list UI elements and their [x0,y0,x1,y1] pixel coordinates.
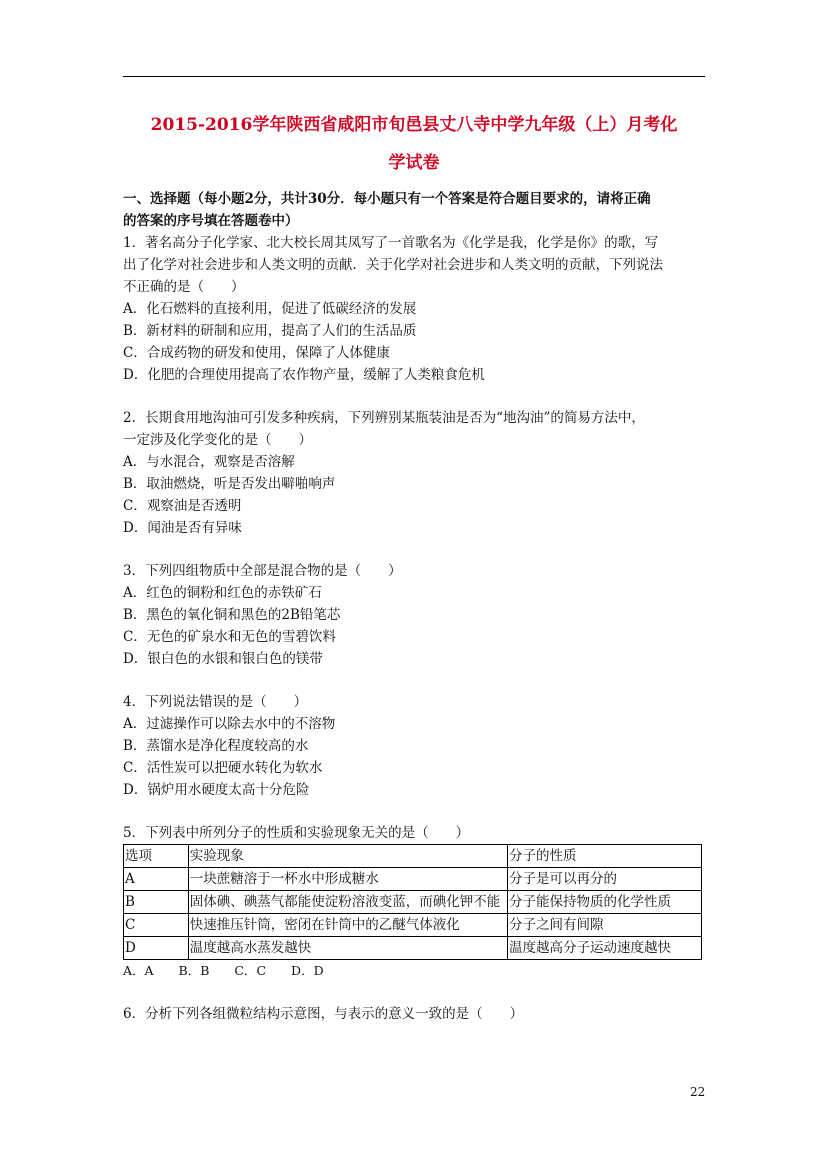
table-cell: 分子是可以再分的 [508,868,702,891]
option-b: B．取油燃烧，听是否发出噼啪响声 [123,476,336,492]
question-2 [123,407,705,539]
table-cell: 分子之间有间隙 [508,914,702,937]
table-cell: 固体碘、碘蒸气都能使淀粉溶液变蓝，而碘化钾不能 [188,891,507,914]
option-c: C．观察油是否透明 [123,498,242,514]
question-stem-line: 6．分析下列各组微粒结构示意图，与表示的意义一致的是（ ） [123,1006,524,1022]
table-header-row [124,845,702,868]
section-heading-line-1: 一、选择题（每小题2分，共计30分．每小题只有一个答案是符合题目要求的，请将正确 [123,191,651,207]
question-3 [123,560,705,670]
option-b: B．蒸馏水是净化程度较高的水 [123,738,309,754]
paper-title-line-1: 2015-2016学年陕西省咸阳市旬邑县丈八寺中学九年级（上）月考化 [150,115,678,135]
question-1 [123,232,705,386]
answer-options: A．A B．B C．C D．D [123,963,324,978]
option-c: C．活性炭可以把硬水转化为软水 [123,760,323,776]
section-heading [123,188,705,232]
table-header-cell: 选项 [124,845,189,868]
paper-title-line-2: 学试卷 [388,153,440,173]
header-rule [123,76,705,77]
question-list [123,232,705,1025]
option-a: A．化石燃料的直接利用，促进了低碳经济的发展 [123,301,417,317]
question-stem-line: 2．长期食用地沟油可引发多种疾病，下列辨别某瓶装油是否为“地沟油”的简易方法中， [123,410,645,426]
option-d: D．闻油是否有异味 [123,520,242,536]
option-d: D．锅炉用水硬度太高十分危险 [123,782,310,798]
option-a: A．红色的铜粉和红色的赤铁矿石 [123,585,322,601]
question-4 [123,691,705,801]
page-number: 22 [690,1085,706,1099]
option-d: D．银白色的水银和银白色的镁带 [123,651,323,667]
table-cell: D [124,937,189,960]
table-header-cell: 分子的性质 [508,845,702,868]
option-b: B．黑色的氧化铜和黑色的2B铅笔芯 [123,607,341,623]
question-stem-line: 3．下列四组物质中全部是混合物的是（ ） [123,563,402,579]
table-cell: 快速推压针筒，密闭在针筒中的乙醚气体液化 [188,914,507,937]
option-c: C．合成药物的研发和使用，保障了人体健康 [123,345,390,361]
table-cell: 温度越高分子运动速度越快 [508,937,702,960]
option-a: A．与水混合，观察是否溶解 [123,454,295,470]
table-row [124,937,702,960]
table-row [124,891,702,914]
table-cell: 温度越高水蒸发越快 [188,937,507,960]
option-d: D．化肥的合理使用提高了农作物产量，缓解了人类粮食危机 [123,367,485,383]
question-5-table [123,844,702,960]
question-stem-line: 一定涉及化学变化的是（ ） [123,432,312,448]
option-b: B．新材料的研制和应用，提高了人们的生活品质 [123,323,417,339]
question-stem-line: 1．著名高分子化学家、北大校长周其凤写了一首歌名为《化学是我，化学是你》的歌，写 [123,235,659,251]
table-cell: B [124,891,189,914]
table-cell: 一块蔗糖溶于一杯水中形成糖水 [188,868,507,891]
table-cell: A [124,868,189,891]
question-stem-line: 4．下列说法错误的是（ ） [123,694,308,710]
table-header-cell: 实验现象 [188,845,507,868]
question-stem-line: 不正确的是（ ） [123,279,245,295]
option-c: C．无色的矿泉水和无色的雪碧饮料 [123,629,336,645]
question-6 [123,1003,705,1025]
section-heading-line-2: 的答案的序号填在答题卷中） [123,213,299,229]
question-stem-line: 出了化学对社会进步和人类文明的贡献．关于化学对社会进步和人类文明的贡献，下列说法 [123,257,663,273]
table-row [124,868,702,891]
option-a: A．过滤操作可以除去水中的不溶物 [123,716,336,732]
question-5 [123,822,705,982]
table-cell: C [124,914,189,937]
question-stem-line: 5．下列表中所列分子的性质和实验现象无关的是（ ） [123,825,470,841]
table-cell: 分子能保持物质的化学性质 [508,891,702,914]
table-row [124,914,702,937]
